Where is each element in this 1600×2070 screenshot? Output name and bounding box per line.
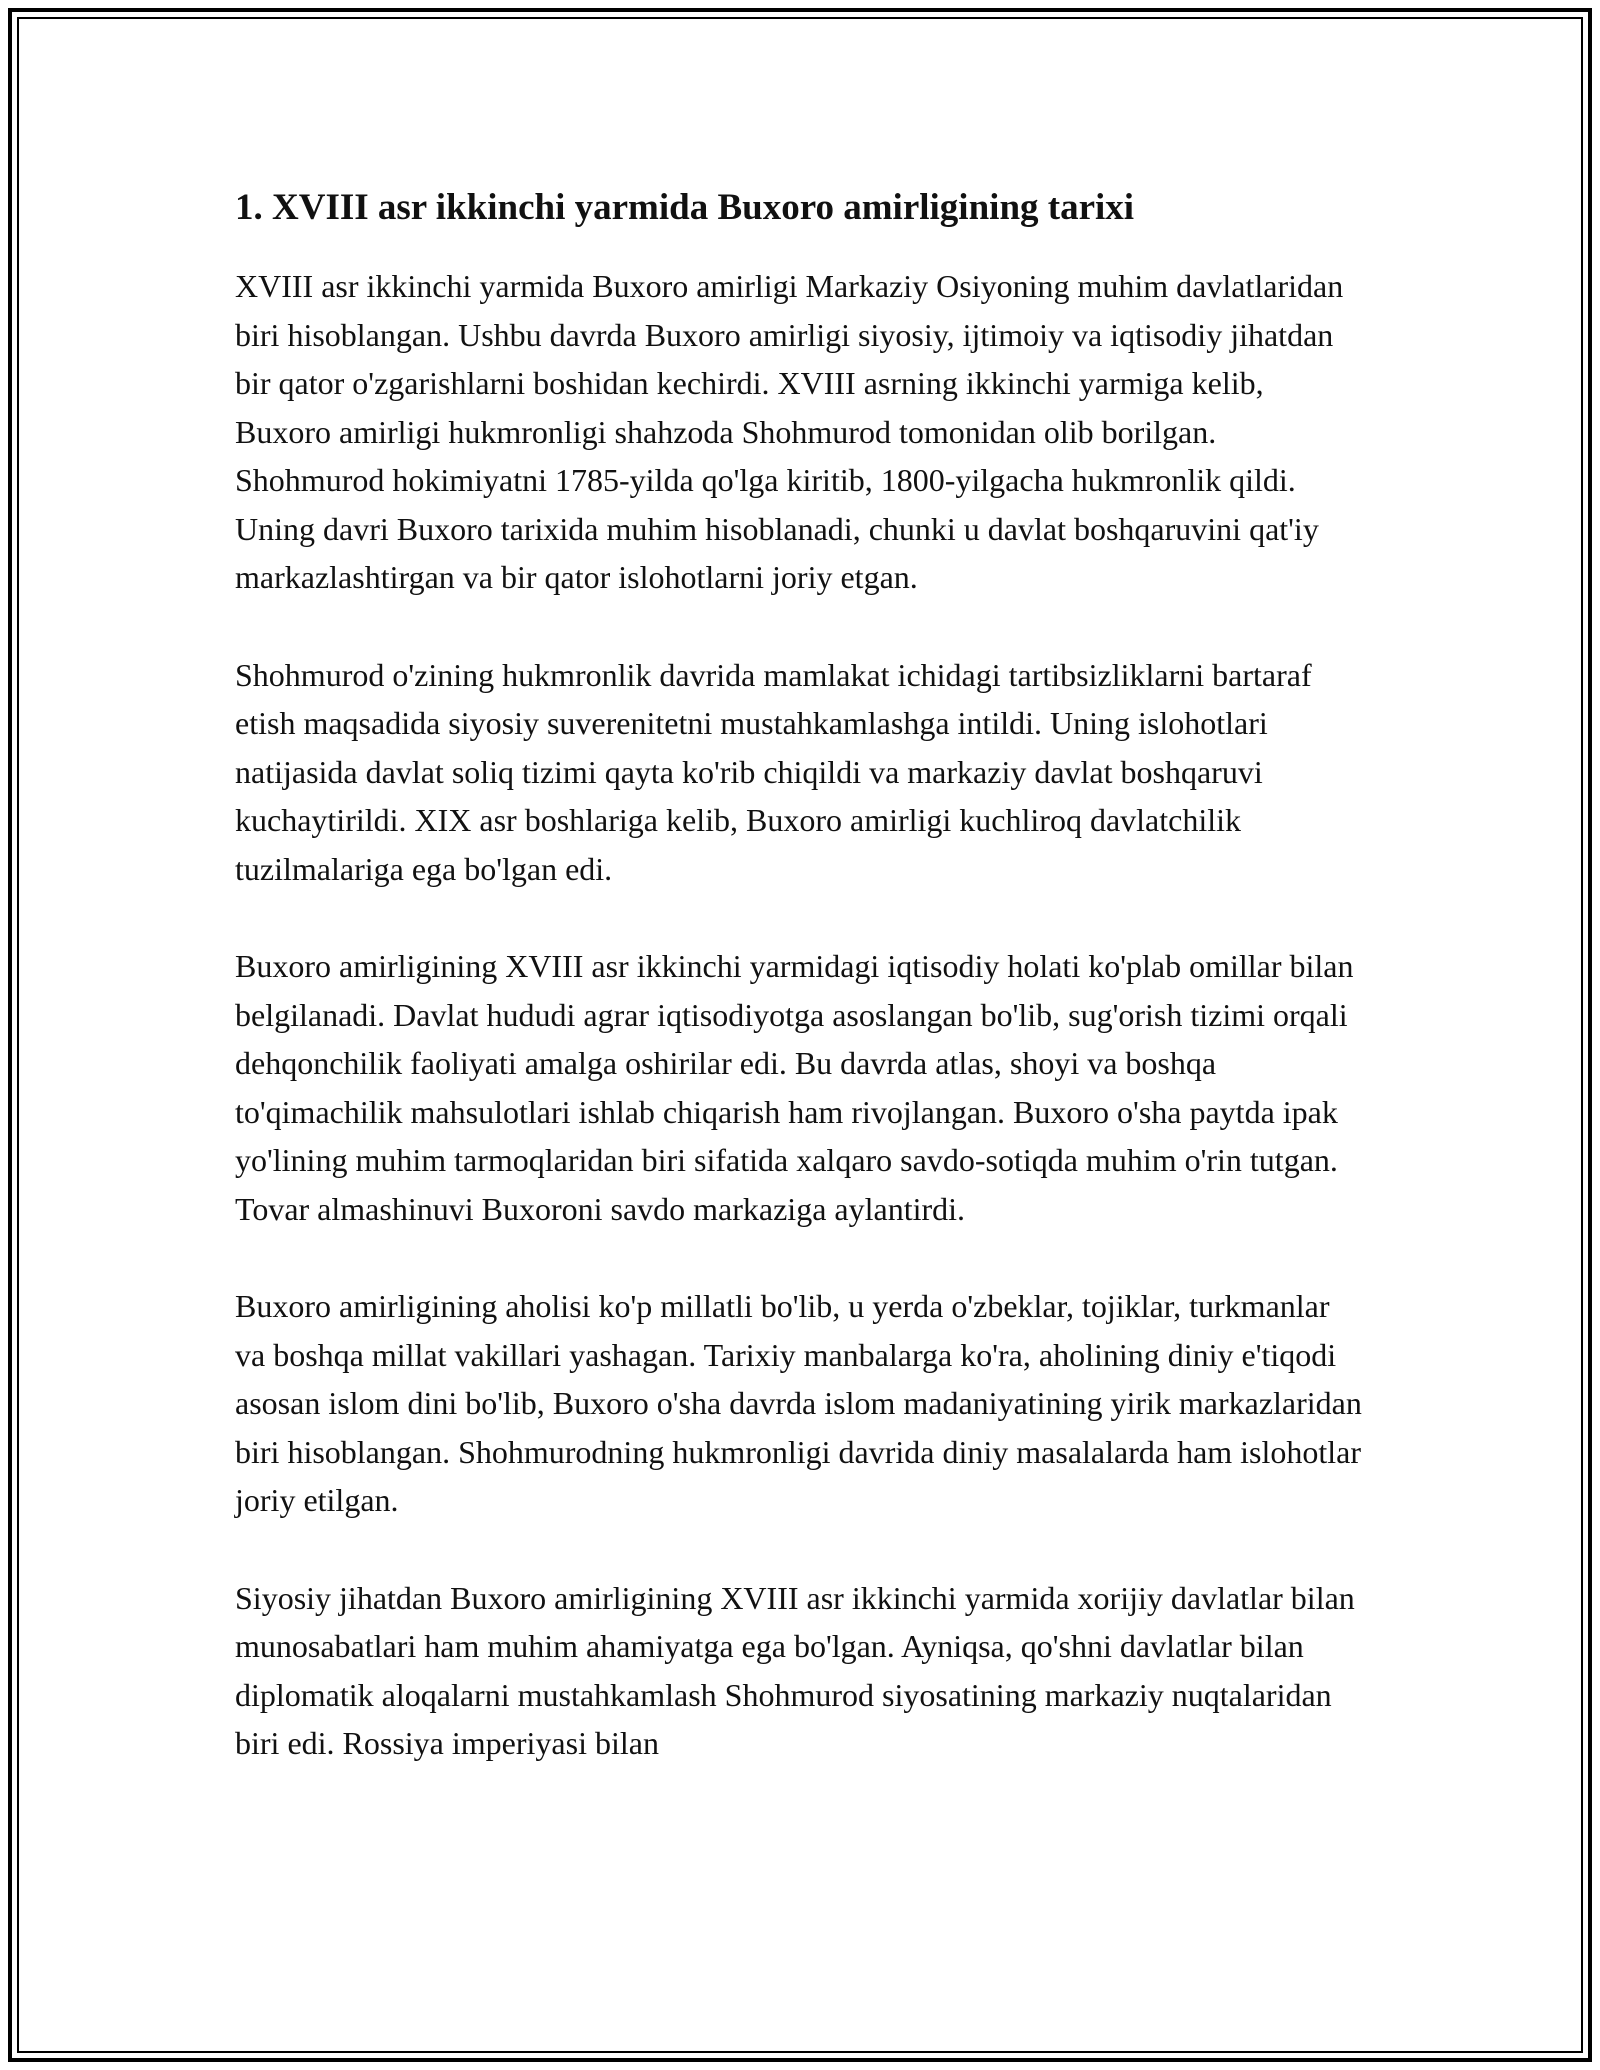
section-heading: 1. XVIII asr ikkinchi yarmida Buxoro amirligining tarixi	[235, 187, 1135, 228]
document-body	[235, 186, 1365, 1817]
paragraph-3: Buxoro amirligining XVIII asr ikkinchi yarmidagi iqtisodiy holati ko'plab omillar bilan belgilanadi. Davlat hududi agrar iqtisodiyotga asoslangan bo'lib, sug'orish tizimi orqali dehqonchilik faoliyati amalga oshirilar edi. Bu davrda atlas, shoyi va boshqa to'qimachilik mahsulotlari ishlab chiqarish ham rivojlangan. Buxoro o'sha paytda ipak yo'lining muhim tarmoqlaridan biri sifatida xalqaro savdo-sotiqda muhim o'rin tutgan. Tovar almashinuvi Buxoroni savdo markaziga aylantirdi.	[235, 948, 1354, 1227]
paragraph-4: Buxoro amirligining aholisi ko'p millatli bo'lib, u yerda o'zbeklar, tojiklar, turkmanlar va boshqa millat vakillari yashagan. Tarixiy manbalarga ko'ra, aholining diniy e'tiqodi asosan islom dini bo'lib, Buxoro o'sha davrda islom madaniyatining yirik markazlaridan biri hisoblangan. Shohmurodning hukmronligi davrida diniy masalalarda ham islohotlar joriy etilgan.	[235, 1288, 1362, 1519]
paragraph-5: Siyosiy jihatdan Buxoro amirligining XVIII asr ikkinchi yarmida xorijiy davlatlar bilan munosabatlari ham muhim ahamiyatga ega bo'lgan. Ayniqsa, qo'shni davlatlar bilan diplomatik aloqalarni mustahkamlash Shohmurod siyosatining markaziy nuqtalaridan biri edi. Rossiya imperiyasi bilan	[235, 1579, 1355, 1762]
paragraph-2: Shohmurod o'zining hukmronlik davrida mamlakat ichidagi tartibsizliklarni bartaraf etish maqsadida siyosiy suverenitetni mustahkamlashga intildi. Uning islohotlari natijasida davlat soliq tizimi qayta ko'rib chiqildi va markaziy davlat boshqaruvi kuchaytirildi. XIX asr boshlariga kelib, Buxoro amirligi kuchliroq davlatchilik tuzilmalariga ega bo'lgan edi.	[235, 656, 1312, 887]
paragraph-1: XVIII asr ikkinchi yarmida Buxoro amirligi Markaziy Osiyoning muhim davlatlaridan biri hisoblangan. Ushbu davrda Buxoro amirligi siyosiy, ijtimoiy va iqtisodiy jihatdan bir qator o'zgarishlarni boshidan kechirdi. XVIII asrning ikkinchi yarmiga kelib, Buxoro amirligi hukmronligi shahzoda Shohmurod tomonidan olib borilgan. Shohmurod hokimiyatni 1785-yilda qo'lga kiritib, 1800-yilgacha hukmronlik qildi. Uning davri Buxoro tarixida muhim hisoblanadi, chunki u davlat boshqaruvini qat'iy markazlashtirgan va bir qator islohotlarni joriy etgan.	[235, 268, 1344, 596]
